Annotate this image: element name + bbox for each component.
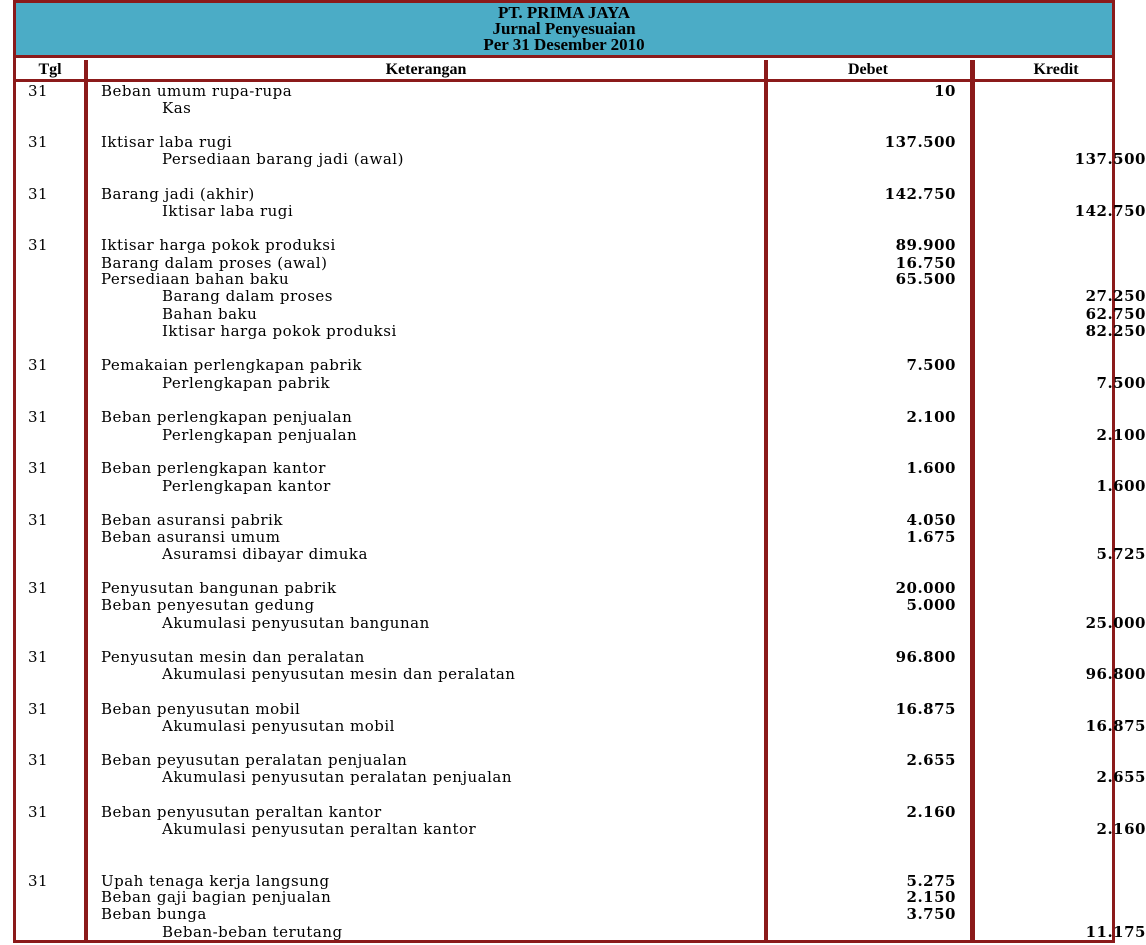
- row-description: Akumulasi penyusutan mobil: [162, 717, 395, 735]
- row-credit: 16.875: [1085, 717, 1146, 735]
- row-description: Perlengkapan kantor: [162, 477, 331, 495]
- header-keterangan: Keterangan: [385, 61, 467, 78]
- row-date: 31: [28, 185, 49, 203]
- row-credit: 7.500: [1096, 374, 1146, 392]
- row-debit: 1.675: [906, 528, 956, 546]
- journal-title: Jurnal Penyesuaian: [492, 19, 636, 38]
- row-description: Beban umum rupa-rupa: [101, 82, 293, 100]
- row-debit: 2.150: [906, 888, 956, 906]
- row-debit: 137.500: [884, 133, 956, 151]
- row-description: Kas: [162, 99, 192, 117]
- header-tgl: Tgl: [38, 61, 62, 78]
- row-description: Beban perlengkapan penjualan: [101, 408, 353, 426]
- row-description: Iktisar laba rugi: [101, 133, 233, 151]
- period-label: Per 31 Desember 2010: [483, 35, 645, 54]
- row-description: Akumulasi penyusutan peralatan penjualan: [162, 768, 513, 786]
- row-description: Akumulasi penyusutan mesin dan peralatan: [162, 665, 516, 683]
- row-description: Beban bunga: [101, 905, 207, 923]
- row-debit: 2.100: [906, 408, 956, 426]
- row-date: 31: [28, 408, 49, 426]
- row-debit: 5.000: [906, 596, 956, 614]
- row-description: Barang dalam proses: [162, 287, 333, 305]
- row-description: Pemakaian perlengkapan pabrik: [101, 356, 362, 374]
- row-date: 31: [28, 511, 49, 529]
- row-credit: 11.175: [1085, 923, 1146, 941]
- row-credit: 27.250: [1085, 287, 1146, 305]
- row-description: Barang dalam proses (awal): [101, 254, 328, 272]
- row-description: Iktisar harga pokok produksi: [162, 322, 397, 340]
- row-description: Penyusutan bangunan pabrik: [101, 579, 337, 597]
- header-kredit: Kredit: [1033, 61, 1079, 78]
- row-credit: 82.250: [1085, 322, 1146, 340]
- row-date: 31: [28, 459, 49, 477]
- header-debet: Debet: [848, 61, 888, 78]
- row-description: Beban gaji bagian penjualan: [101, 888, 332, 906]
- row-debit: 10: [934, 82, 956, 100]
- row-debit: 65.500: [895, 270, 956, 288]
- row-description: Iktisar laba rugi: [162, 202, 294, 220]
- row-date: 31: [28, 803, 49, 821]
- row-debit: 4.050: [906, 511, 956, 529]
- row-date: 31: [28, 133, 49, 151]
- row-debit: 1.600: [906, 459, 956, 477]
- row-description: Beban asuransi pabrik: [101, 511, 283, 529]
- row-description: Asuramsi dibayar dimuka: [162, 545, 368, 563]
- row-credit: 1.600: [1096, 477, 1146, 495]
- row-description: Barang jadi (akhir): [101, 185, 255, 203]
- row-date: 31: [28, 236, 49, 254]
- row-credit: 2.655: [1096, 768, 1146, 786]
- row-debit: 16.750: [895, 254, 956, 272]
- row-debit: 16.875: [895, 700, 956, 718]
- row-credit: 142.750: [1074, 202, 1146, 220]
- row-description: Upah tenaga kerja langsung: [101, 872, 330, 890]
- row-description: Beban asuransi umum: [101, 528, 281, 546]
- row-date: 31: [28, 356, 49, 374]
- row-date: 31: [28, 648, 49, 666]
- row-date: 31: [28, 700, 49, 718]
- row-description: Akumulasi penyusutan peraltan kantor: [162, 820, 477, 838]
- row-description: Perlengkapan pabrik: [162, 374, 331, 392]
- row-description: Beban penyesutan gedung: [101, 596, 315, 614]
- row-description: Beban perlengkapan kantor: [101, 459, 326, 477]
- row-debit: 20.000: [895, 579, 956, 597]
- row-debit: 142.750: [884, 185, 956, 203]
- row-description: Perlengkapan penjualan: [162, 426, 358, 444]
- row-credit: 62.750: [1085, 305, 1146, 323]
- row-debit: 96.800: [895, 648, 956, 666]
- company-name: PT. PRIMA JAYA: [497, 3, 631, 22]
- journal-table: [13, 0, 1146, 943]
- title-band: [16, 0, 1112, 58]
- row-date: 31: [28, 579, 49, 597]
- row-credit: 96.800: [1085, 665, 1146, 683]
- row-description: Bahan baku: [162, 305, 258, 323]
- row-description: Beban penyusutan mobil: [101, 700, 301, 718]
- row-date: 31: [28, 82, 49, 100]
- column-divider: [84, 60, 88, 940]
- row-description: Persediaan barang jadi (awal): [162, 150, 404, 168]
- row-credit: 137.500: [1074, 150, 1146, 168]
- row-date: 31: [28, 872, 49, 890]
- row-description: Akumulasi penyusutan bangunan: [162, 614, 430, 632]
- row-description: Iktisar harga pokok produksi: [101, 236, 336, 254]
- row-description: Beban peyusutan peralatan penjualan: [101, 751, 408, 769]
- row-debit: 2.160: [906, 803, 956, 821]
- row-credit: 5.725: [1096, 545, 1146, 563]
- row-debit: 3.750: [906, 905, 956, 923]
- row-debit: 2.655: [906, 751, 956, 769]
- row-debit: 89.900: [895, 236, 956, 254]
- row-credit: 25.000: [1085, 614, 1146, 632]
- row-credit: 2.160: [1096, 820, 1146, 838]
- row-description: Beban-beban terutang: [162, 923, 343, 941]
- column-divider: [764, 60, 768, 940]
- row-description: Beban penyusutan peraltan kantor: [101, 803, 382, 821]
- row-date: 31: [28, 751, 49, 769]
- row-credit: 2.100: [1096, 426, 1146, 444]
- row-description: Penyusutan mesin dan peralatan: [101, 648, 365, 666]
- row-debit: 5.275: [906, 872, 956, 890]
- column-divider: [970, 60, 975, 940]
- row-description: Persediaan bahan baku: [101, 270, 290, 288]
- row-debit: 7.500: [906, 356, 956, 374]
